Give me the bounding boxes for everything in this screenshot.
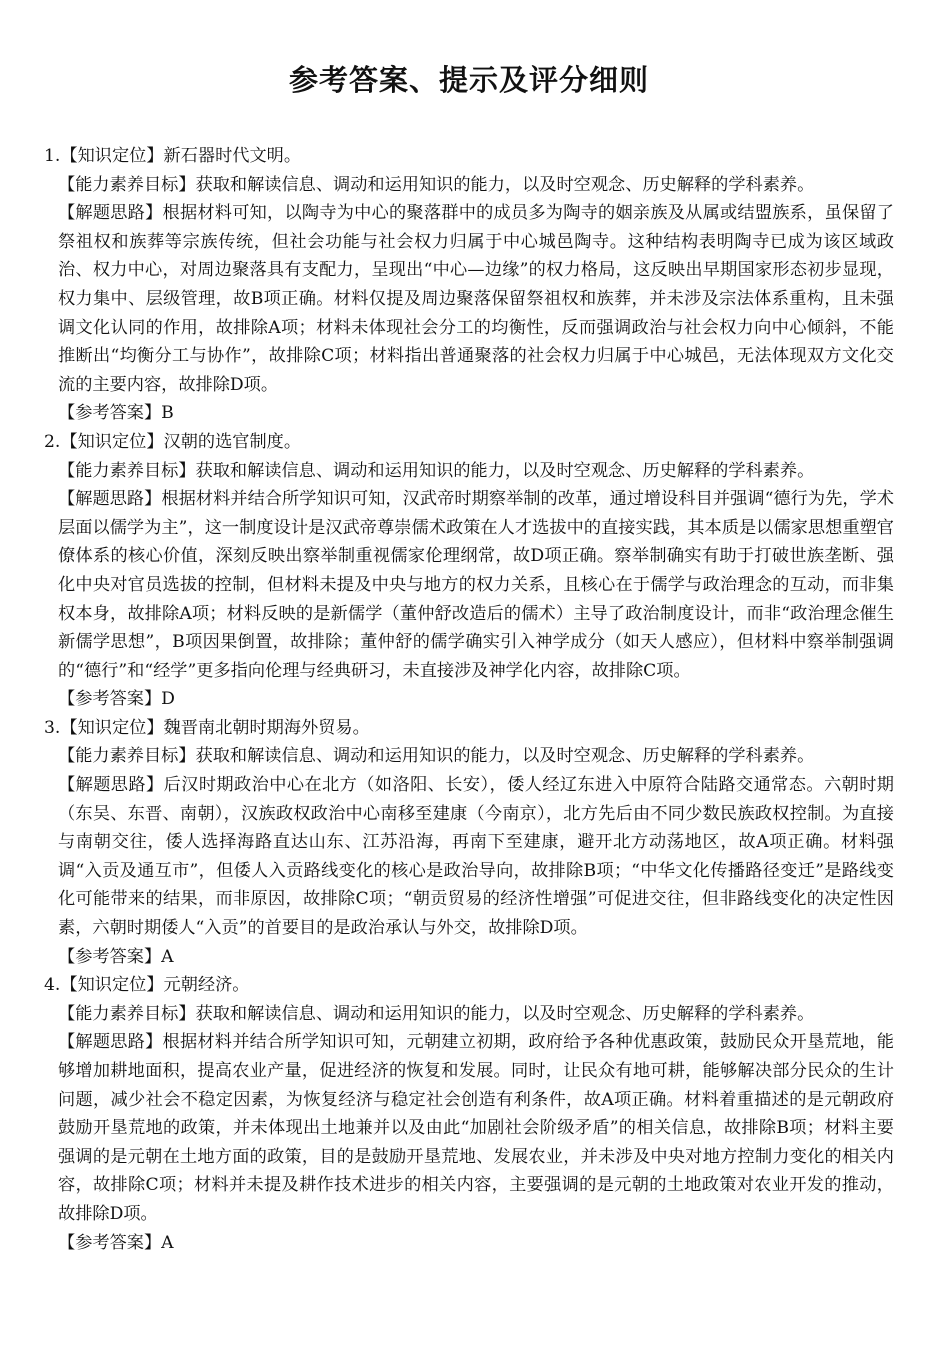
analysis-text: 根据材料并结合所学知识可知，元朝建立初期，政府给予各种优惠政策，鼓励民众开垦荒地，能够增加耕地面积，提高农业产量，促进经济的恢复和发展。同时，让民众有地可耕，能够解决部分民众的生计问题，减少社会不稳定因素，为恢复经济与稳定社会创造有利条件，故A项正确。材料着重描述的是元朝政府鼓励开垦荒地的政策，并未体现出土地兼并以及由此“加剧社会阶级矛盾”的相关信息，故排除B项；材料主要强调的是元朝在土地方面的政策，目的是鼓励开垦荒地、发展农业，并未涉及中央对地方控制力变化的相关内容，故排除C项；材料并未提及耕作技术进步的相关内容，主要强调的是元朝的土地政策对农业开发的推动，故排除D项。 (58, 1032, 894, 1224)
knowledge-label: 【知识定位】 (60, 431, 164, 452)
ability-label: 【能力素养目标】 (58, 174, 196, 195)
analysis-paragraph (44, 199, 894, 399)
knowledge-line (44, 428, 894, 457)
answer-line (44, 1229, 894, 1258)
answer-label: 【参考答案】 (58, 689, 162, 710)
analysis-paragraph (44, 1028, 894, 1228)
ability-label: 【能力素养目标】 (58, 1003, 196, 1024)
knowledge-line (44, 971, 894, 1000)
question-1 (44, 142, 894, 428)
knowledge-text: 新石器时代文明。 (163, 146, 302, 166)
analysis-label: 【解题思路】 (58, 203, 163, 224)
question-number: 3. (44, 717, 61, 738)
ability-label: 【能力素养目标】 (58, 746, 196, 767)
answer-line (44, 685, 894, 714)
answer-value: D (161, 689, 175, 710)
ability-line (44, 171, 894, 200)
knowledge-label: 【知识定位】 (60, 717, 164, 738)
ability-text: 获取和解读信息、调动和运用知识的能力，以及时空观念、历史解释的学科素养。 (195, 174, 815, 195)
analysis-paragraph (44, 771, 894, 943)
answer-value: B (161, 403, 174, 424)
ability-text: 获取和解读信息、调动和运用知识的能力，以及时空观念、历史解释的学科素养。 (195, 746, 815, 767)
question-4 (44, 971, 894, 1257)
analysis-label: 【解题思路】 (58, 489, 162, 510)
ability-line (44, 742, 894, 771)
knowledge-text: 魏晋南北朝时期海外贸易。 (163, 717, 370, 738)
analysis-label: 【解题思路】 (58, 775, 164, 796)
knowledge-label: 【知识定位】 (60, 146, 164, 166)
ability-text: 获取和解读信息、调动和运用知识的能力，以及时空观念、历史解释的学科素养。 (195, 460, 815, 481)
knowledge-line (44, 714, 894, 743)
knowledge-line (44, 142, 894, 171)
page-title: 参考答案、提示及评分细则 (288, 63, 649, 97)
analysis-text: 根据材料并结合所学知识可知，汉武帝时期察举制的改革，通过增设科目并强调“德行为先，学术层面以儒学为主”，这一制度设计是汉武帝尊崇儒术政策在人才选拔中的直接实践，其本质是以儒家思想重塑官僚体系的核心价值，深刻反映出察举制重视儒家伦理纲常，故D项正确。察举制确实有助于打破世族垄断、强化中央对官员选拔的控制，但材料未提及中央与地方的权力关系，且核心在于儒学与政治理念的互动，而非集权本身，故排除A项；材料反映的是新儒学（董仲舒改造后的儒术）主导了政治制度设计，而非“政治理念催生新儒学思想”，B项因果倒置，故排除；董仲舒的儒学确实引入神学成分（如天人感应），但材料中察举制强调的“德行”和“经学”更多指向伦理与经典研习，未直接涉及神学化内容，故排除C项。 (58, 489, 894, 681)
ability-line (44, 1000, 894, 1029)
answer-value: A (161, 1232, 174, 1253)
answer-line (44, 399, 894, 428)
ability-label: 【能力素养目标】 (58, 460, 196, 481)
question-3 (44, 714, 894, 971)
analysis-paragraph (44, 485, 894, 685)
analysis-text: 后汉时期政治中心在北方（如洛阳、长安），倭人经辽东进入中原符合陆路交通常态。六朝时期（东吴、东晋、南朝），汉族政权政治中心南移至建康（今南京），北方先后由不同少数民族政权控制。为直接与南朝交往，倭人选择海路直达山东、江苏沿海，再南下至建康，避开北方动荡地区，故A项正确。材料强调“入贡及通互市”，但倭人入贡路线变化的核心是政治导向，故排除B项；“中华文化传播路径变迁”是路线变化可能带来的结果，而非原因，故排除C项；“朝贡贸易的经济性增强”可促进交往，但非路线变化的决定性因素，六朝时期倭人“入贡”的首要目的是政治承认与外交，故排除D项。 (58, 775, 894, 939)
answer-label: 【参考答案】 (58, 946, 162, 967)
answer-value: A (161, 946, 174, 967)
analysis-text: 根据材料可知，以陶寺为中心的聚落群中的成员多为陶寺的姻亲族及从属或结盟族系，虽保留了祭祖权和族葬等宗族传统，但社会功能与社会权力归属于中心城邑陶寺。这种结构表明陶寺已成为该区域政治、权力中心，对周边聚落具有支配力，呈现出“中心—边缘”的权力格局，这反映出早期国家形态初步显现，权力集中、层级管理，故B项正确。材料仅提及周边聚落保留祭祖权和族葬，并未涉及宗法体系重构，且未强调文化认同的作用，故排除A项；材料未体现社会分工的均衡性，反而强调政治与社会权力向中心倾斜，不能推断出“均衡分工与协作”，故排除C项；材料指出普通聚落的社会权力归属于中心城邑，无法体现双方文化交流的主要内容，故排除D项。 (58, 203, 894, 395)
answer-label: 【参考答案】 (58, 403, 162, 424)
question-2 (44, 428, 894, 714)
ability-line (44, 457, 894, 486)
knowledge-label: 【知识定位】 (60, 975, 164, 996)
ability-text: 获取和解读信息、调动和运用知识的能力，以及时空观念、历史解释的学科素养。 (195, 1003, 815, 1024)
question-number: 1. (44, 146, 61, 166)
knowledge-text: 汉朝的选官制度。 (163, 431, 302, 452)
knowledge-text: 元朝经济。 (163, 975, 250, 996)
analysis-label: 【解题思路】 (58, 1032, 163, 1053)
answer-line (44, 943, 894, 972)
question-number: 2. (44, 431, 61, 452)
answer-label: 【参考答案】 (58, 1232, 162, 1253)
question-number: 4. (44, 975, 61, 996)
